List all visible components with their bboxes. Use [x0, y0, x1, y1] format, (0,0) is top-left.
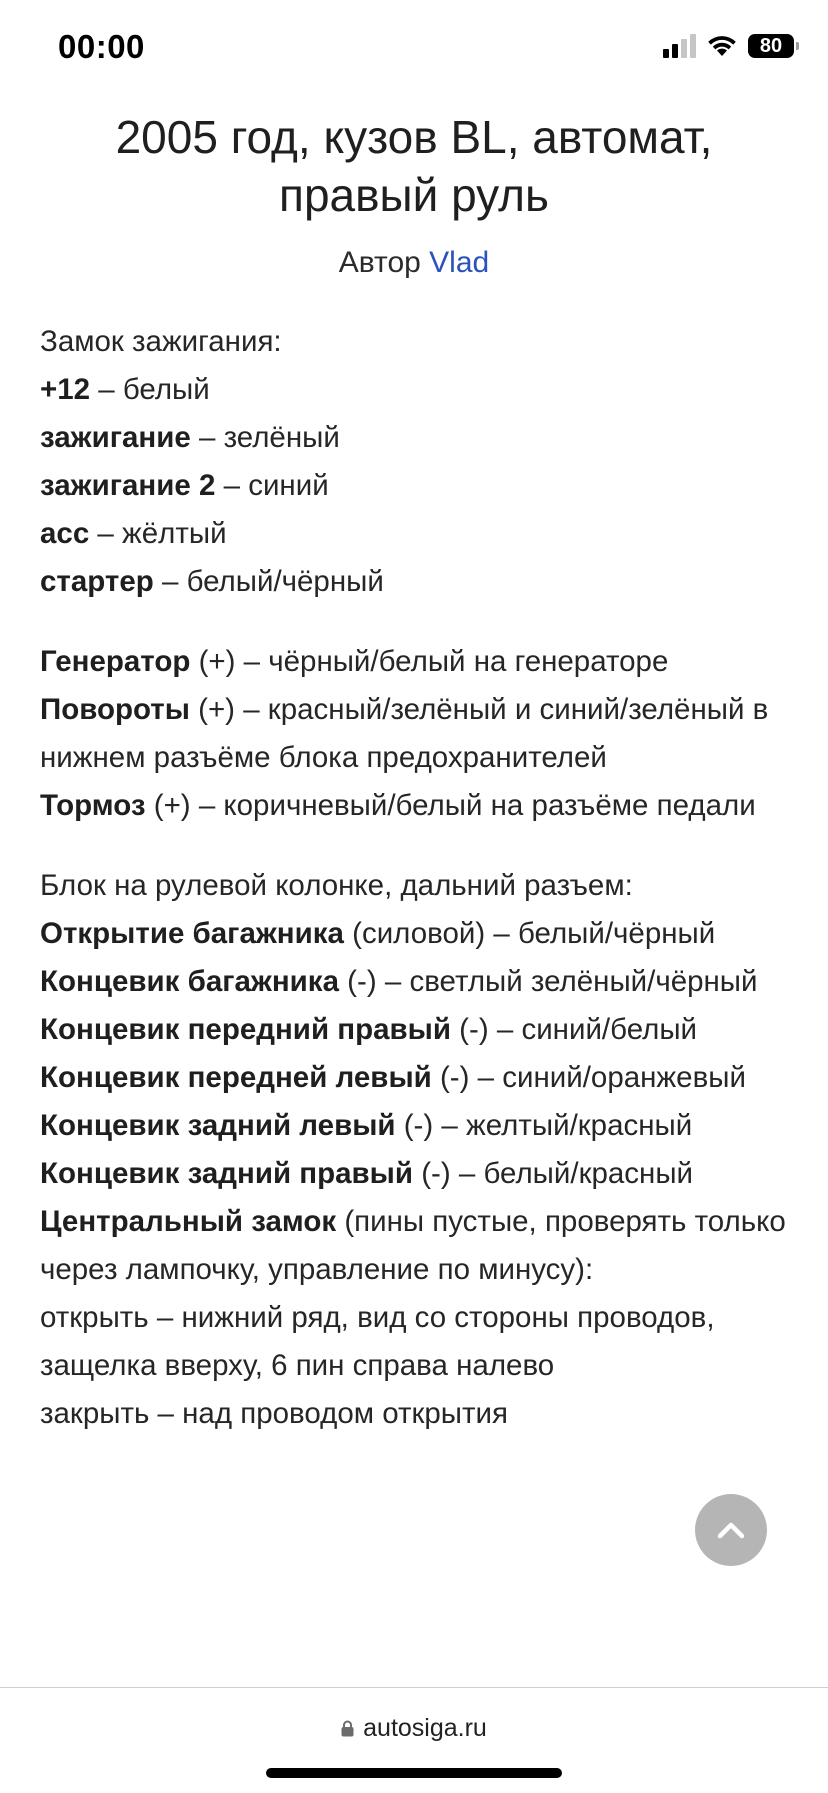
wifi-icon — [706, 34, 738, 58]
wire-description: (+) – коричневый/белый на разъёме педали — [145, 789, 756, 822]
wire-description: закрыть – над проводом открытия — [40, 1397, 508, 1430]
wiring-line — [40, 1397, 508, 1430]
wire-description: (пины пустые, проверять только через лампочку, управление по минусу): — [40, 1205, 786, 1286]
scroll-to-top-button[interactable] — [695, 1494, 767, 1566]
wire-label: Концевик передний правый — [40, 1013, 451, 1046]
battery-level: 80 — [759, 34, 783, 57]
wire-label: зажигание 2 — [40, 469, 216, 502]
wire-description: открыть – нижний ряд, вид со стороны проводов, защелка вверху, 6 пин справа налево — [40, 1301, 715, 1382]
url-display[interactable] — [0, 1714, 828, 1743]
wire-label: зажигание — [40, 421, 191, 454]
paragraph — [40, 862, 788, 1438]
wire-label: Повороты — [40, 693, 190, 726]
article-content — [0, 318, 828, 1438]
wiring-line — [40, 693, 768, 774]
wiring-line — [40, 1205, 786, 1286]
battery-icon — [748, 34, 794, 58]
wire-label: +12 — [40, 373, 91, 406]
wire-description: (+) – красный/зелёный и синий/зелёный в нижнем разъёме блока предохранителей — [40, 693, 769, 774]
wire-description: (+) – чёрный/белый на генераторе — [190, 645, 669, 678]
status-icons — [663, 34, 794, 58]
home-indicator[interactable] — [266, 1768, 562, 1778]
paragraph — [40, 318, 788, 606]
wiring-line — [40, 325, 282, 358]
browser-address-bar[interactable] — [0, 1687, 828, 1793]
url-text: autosiga.ru — [363, 1714, 487, 1742]
wire-label: стартер — [40, 565, 154, 598]
wiring-line — [40, 789, 756, 822]
wire-description: (силовой) – белый/чёрный — [343, 917, 716, 950]
wiring-line — [40, 965, 758, 998]
wire-description: Замок зажигания: — [40, 325, 282, 358]
wire-description: – белый — [90, 373, 210, 406]
article-title: 2005 год, кузов BL, автомат, правый руль — [115, 111, 713, 221]
wire-label: Концевик передней левый — [40, 1061, 432, 1094]
wiring-line — [40, 645, 668, 678]
lock-icon — [341, 1720, 354, 1737]
wire-description: – жёлтый — [89, 517, 227, 550]
wire-description: Блок на рулевой колонке, дальний разъем: — [40, 869, 633, 902]
wire-description: – синий — [215, 469, 329, 502]
wiring-line — [40, 1109, 692, 1142]
wire-label: Генератор — [40, 645, 191, 678]
wiring-line — [40, 421, 340, 454]
paragraph — [40, 638, 788, 830]
article — [0, 100, 828, 1470]
wire-label: Открытие багажника — [40, 917, 344, 950]
wire-description: – белый/чёрный — [153, 565, 384, 598]
status-bar — [0, 0, 828, 100]
wire-description: (-) – желтый/красный — [395, 1109, 693, 1142]
wire-description: – зелёный — [190, 421, 340, 454]
wire-label: Тормоз — [40, 789, 146, 822]
cellular-signal-icon — [663, 34, 696, 58]
author-label: Автор — [338, 246, 421, 279]
wiring-line — [40, 517, 227, 550]
wire-label: Центральный замок — [40, 1205, 337, 1238]
wire-description: (-) – белый/красный — [413, 1157, 694, 1190]
wiring-line — [40, 917, 715, 950]
author-link[interactable]: Vlad — [429, 246, 490, 279]
wire-label: Концевик задний левый — [40, 1109, 396, 1142]
wire-description: (-) – синий/белый — [450, 1013, 698, 1046]
wiring-line — [40, 1301, 715, 1382]
wire-label: асс — [40, 517, 90, 550]
wire-description: (-) – светлый зелёный/чёрный — [338, 965, 758, 998]
wiring-line — [40, 373, 210, 406]
wire-label: Концевик задний правый — [40, 1157, 414, 1190]
wire-description: (-) – синий/оранжевый — [431, 1061, 746, 1094]
wiring-line — [40, 1061, 746, 1094]
wiring-line — [40, 1157, 693, 1190]
wiring-line — [40, 869, 633, 902]
wire-label: Концевик багажника — [40, 965, 339, 998]
wiring-line — [40, 1013, 697, 1046]
wiring-line — [40, 565, 384, 598]
chevron-up-icon — [717, 1521, 745, 1539]
wiring-line — [40, 469, 329, 502]
author-line — [0, 246, 828, 280]
status-time: 00:00 — [58, 28, 145, 65]
